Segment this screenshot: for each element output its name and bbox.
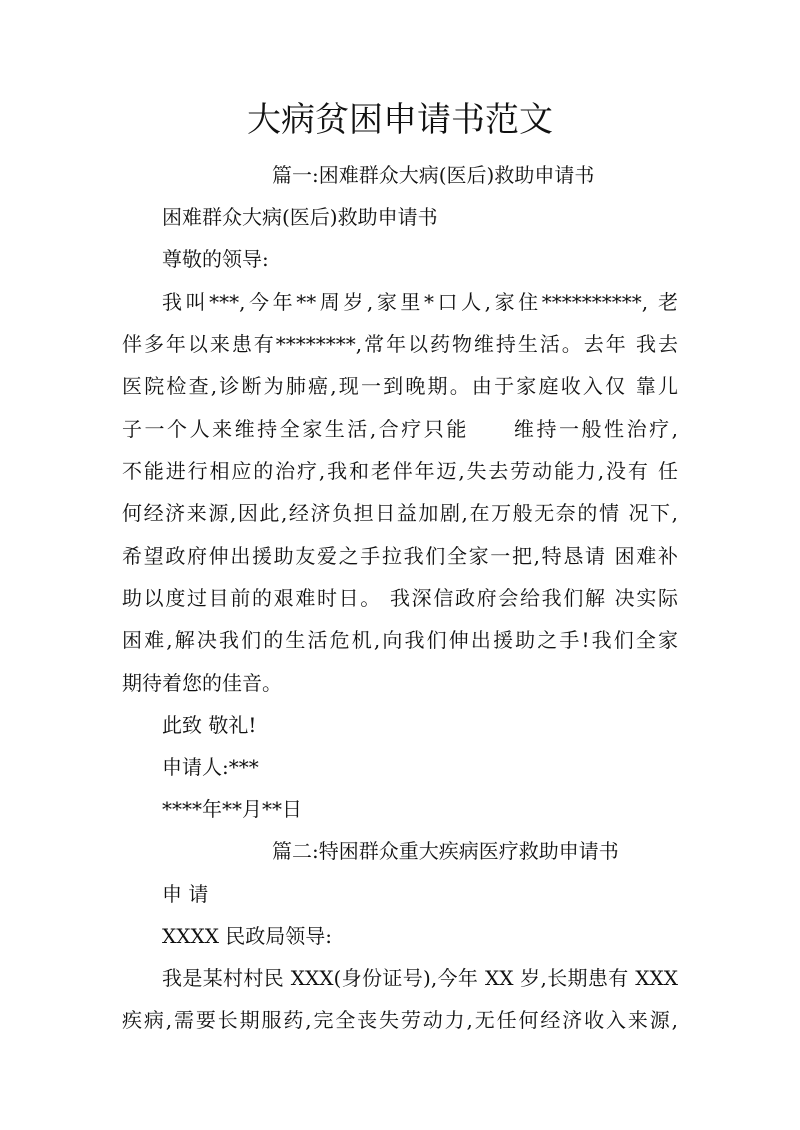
- paragraph-line: 我是某村村民 XXX(身份证号),今年 XX 岁,长期患有 XXX: [162, 966, 678, 990]
- applicant-signature: 申请人:***: [162, 755, 259, 779]
- section-2-heading: 篇二:特困群众重大疾病医疗救助申请书: [272, 839, 619, 863]
- paragraph-line: 助以度过目前的艰难时日。 我深信政府会给我们解 决实际: [122, 586, 678, 610]
- section-2-subtitle: 申 请: [162, 882, 209, 906]
- paragraph-line: 不能进行相应的治疗,我和老伴年迈,失去劳动能力,没有 任: [122, 459, 678, 483]
- section-1-heading: 篇一:困难群众大病(医后)救助申请书: [272, 163, 595, 187]
- paragraph-line: 伴多年以来患有********,常年以药物维持生活。去年 我去: [122, 332, 678, 356]
- section-2-salutation: XXXX 民政局领导:: [162, 924, 333, 948]
- paragraph-line-last: 期待着您的佳音。: [122, 671, 282, 695]
- section-1-subtitle: 困难群众大病(医后)救助申请书: [162, 205, 438, 229]
- paragraph-line: 疾病,需要长期服药,完全丧失劳动力,无任何经济收入来源,: [122, 1008, 678, 1032]
- section-1-salutation: 尊敬的领导:: [162, 247, 269, 271]
- paragraph-line: 我叫***,今年**周岁,家里*口人,家住**********, 老: [162, 290, 678, 314]
- paragraph-line: 子一个人来维持全家生活,合疗只能 维持一般性治疗,: [122, 417, 678, 441]
- paragraph-line: 困难,解决我们的生活危机,向我们伸出援助之手!我们全家: [122, 628, 678, 652]
- paragraph-line: 何经济来源,因此,经济负担日益加剧,在万般无奈的情 况下,: [122, 501, 678, 525]
- paragraph-line: 希望政府伸出援助友爱之手拉我们全家一把,特恳请 困难补: [122, 544, 678, 568]
- paragraph-line: 医院检查,诊断为肺癌,现一到晚期。由于家庭收入仅 靠儿: [122, 374, 678, 398]
- closing-salutation: 此致 敬礼!: [162, 713, 257, 737]
- document-title: 大病贫困申请书范文: [247, 100, 553, 140]
- application-date: ****年**月**日: [162, 797, 302, 821]
